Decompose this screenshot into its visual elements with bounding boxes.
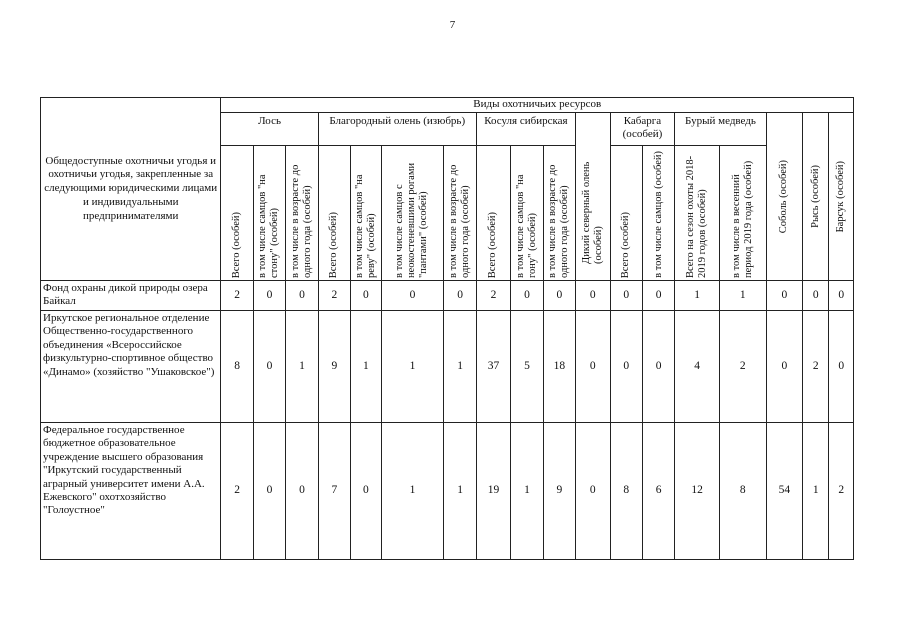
value-cell: 1 [803,423,829,560]
value-cell: 37 [476,311,510,423]
org-column-header: Общедоступные охотничьи угодья и охотничьи угодья, закрепленные за следующими юридическими лицами и индивидуальными предпринимателями [41,98,221,281]
value-cell: 9 [543,423,575,560]
value-cell: 1 [444,311,476,423]
value-cell: 19 [476,423,510,560]
col-blag-panty: в том числе самцов с неокостеневшими рогами "пантами" (особей) [381,146,444,281]
value-cell: 8 [221,311,253,423]
value-cell: 0 [642,311,674,423]
value-cell: 4 [675,311,720,423]
value-cell: 2 [803,311,829,423]
group-kosulya: Косуля сибирская [476,113,575,146]
group-los: Лось [221,113,318,146]
value-cell: 0 [543,281,575,311]
col-rys: Рысь (особей) [803,113,829,281]
value-cell: 0 [253,423,285,560]
value-cell: 2 [829,423,854,560]
group-medved: Бурый медведь [675,113,766,146]
table-row [41,311,854,423]
value-cell: 2 [719,311,766,423]
org-name: Фонд охраны дикой природы озера Байкал [41,281,221,311]
col-blag-males: в том числе самцов "на реву" (особей) [351,146,381,281]
table-row [41,423,854,560]
col-los-males: в том числе самцов "на стону" (особей) [253,146,285,281]
table-row [41,281,854,311]
col-los-young: в том числе в возрасте до одного года (особей) [286,146,318,281]
col-med-season: Всего на сезон охоты 2018-2019 годов (особей) [675,146,720,281]
value-cell: 0 [829,281,854,311]
value-cell: 0 [576,311,610,423]
value-cell: 0 [610,311,642,423]
col-kab-males: в том числе самцов (особей) [642,146,674,281]
group-kabarga: Кабарга (особей) [610,113,675,146]
value-cell: 9 [318,311,350,423]
col-kab-total: Всего (особей) [610,146,642,281]
org-name: Иркутское региональное отделение Общественно-государственного объединения «Всероссийское физкультурно-спортивное общество «Динамо» (хозяйство "Ушаковское") [41,311,221,423]
value-cell: 0 [576,423,610,560]
value-cell: 1 [286,311,318,423]
value-cell: 12 [675,423,720,560]
value-cell: 0 [642,281,674,311]
value-cell: 5 [511,311,543,423]
value-cell: 6 [642,423,674,560]
col-sobol: Соболь (особей) [766,113,802,281]
col-blag-total: Всего (особей) [318,146,350,281]
col-kos-total: Всего (особей) [476,146,510,281]
value-cell: 18 [543,311,575,423]
value-cell: 2 [221,281,253,311]
value-cell: 0 [511,281,543,311]
table-body [41,281,854,560]
value-cell: 0 [381,281,444,311]
org-name: Федеральное государственное бюджетное образовательное учреждение высшего образования "Иркутский государственный аграрный университет имени А.А. Ежевского" охотхозяйство "Голоустное" [41,423,221,560]
col-blag-young: в том числе в возрасте до одного года (особей) [444,146,476,281]
value-cell: 0 [766,281,802,311]
value-cell: 0 [829,311,854,423]
value-cell: 0 [766,311,802,423]
value-cell: 0 [444,281,476,311]
value-cell: 0 [286,281,318,311]
resources-header: Виды охотничьих ресурсов [221,98,854,113]
value-cell: 1 [351,311,381,423]
col-dikiy-severny-olen: Дикий северный олень (особей) [576,113,610,281]
col-barsuk: Барсук (особей) [829,113,854,281]
value-cell: 0 [351,423,381,560]
value-cell: 0 [351,281,381,311]
page-number: 7 [449,19,456,31]
col-kos-young: в том числе в возрасте до одного года (особей) [543,146,575,281]
col-los-total: Всего (особей) [221,146,253,281]
value-cell: 2 [476,281,510,311]
value-cell: 1 [381,423,444,560]
value-cell: 0 [610,281,642,311]
value-cell: 2 [221,423,253,560]
value-cell: 1 [381,311,444,423]
value-cell: 0 [576,281,610,311]
col-kos-males: в том числе самцов "на гону" (особей) [511,146,543,281]
col-med-spring: в том числе в весенний период 2019 года (особей) [719,146,766,281]
hunting-resources-table [40,97,854,560]
value-cell: 0 [286,423,318,560]
value-cell: 7 [318,423,350,560]
value-cell: 1 [719,281,766,311]
value-cell: 1 [444,423,476,560]
group-blagorodny-olen: Благородный олень (изюбрь) [318,113,476,146]
value-cell: 1 [675,281,720,311]
value-cell: 1 [511,423,543,560]
value-cell: 54 [766,423,802,560]
value-cell: 0 [253,311,285,423]
value-cell: 8 [719,423,766,560]
value-cell: 8 [610,423,642,560]
value-cell: 2 [318,281,350,311]
value-cell: 0 [803,281,829,311]
value-cell: 0 [253,281,285,311]
